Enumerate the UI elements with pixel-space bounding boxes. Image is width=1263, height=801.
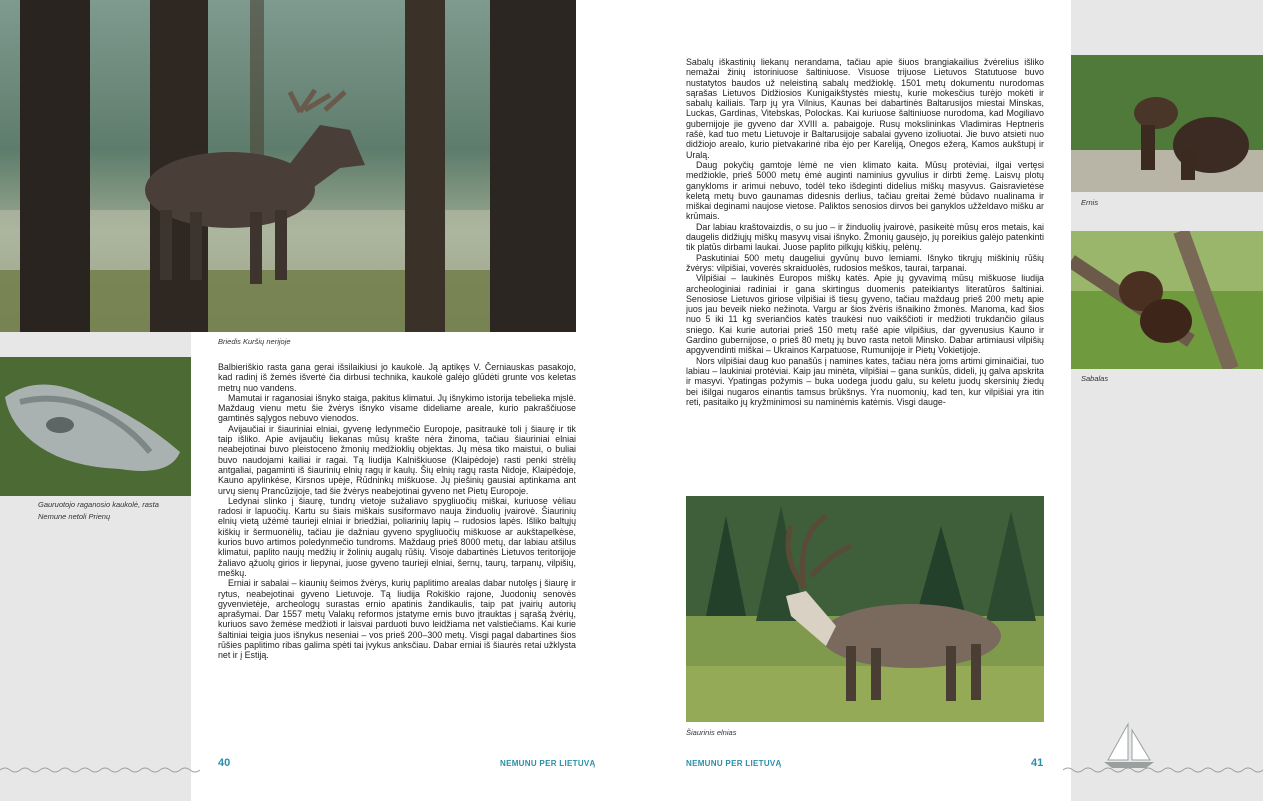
left-page-text <box>218 362 576 747</box>
moose-photo <box>0 0 576 332</box>
left-wave-ornament <box>0 766 200 774</box>
left-paragraph: Balbieriškio rasta gana gerai išsilaikiusi jo kaukolė. Ją aptikęs V. Černiauskas pasakojo, kad radinį iš žemės išvertė čia dirbusi technika, kaukolė galėjo glūdėti grunte vos keletas metrų nuo vandens. <box>218 362 576 393</box>
right-page-text <box>686 57 1044 487</box>
left-paragraph: Avijaučiai ir šiauriniai elniai, gyvenę ledynmečio Europoje, pasitraukė toli į šiaurę ir tik taip išliko. Apie avijaučių liekanas mūsų krašte nėra žinoma, tačiau šiauriniai elniai neabejotinai buvo pleistoceno žmonių medžioklių objektas. Jų mėsa tiko maistui, o buliai buvo naudojami kailiai ir ragai. Tą liudija Kalniškiuose (Klaipėdoje) rasti penki strėlių antgaliai, pagaminti iš šiaurinių elnių ragų ir kaulų. Šių elnių ragų rasta Nidoje, Klaipėdoje, Kauno apylinkėse, Kirsnos upėje, Rūdninkų miškuose. Jų piešinių gausiai aptinkama ant urvų sienų Prancūzijoje, tad šie žvėrys neabejotinai gyveno net Pietų Europoje. <box>218 423 576 496</box>
wolverine-caption: Ernis <box>1081 198 1099 207</box>
sable-caption: Sabalas <box>1081 374 1109 383</box>
left-running-title: NEMUNU PER LIETUVĄ <box>500 759 596 768</box>
left-paragraph: Ledynai slinko į šiaurę, tundrų vietoje sužaliavo spygliuočių miškai, kuriuose vėliau radosi ir lapuočių. Kartu su šiais miškais susiformavo nauja žinduolių įvairovė. Šiaurinių elnių vietą užėmė taurieji elniai ir briedžiai, poliarinių lapių – rudosios lapės. Išliko baltųjų kiškių ir šermuonėlių, tačiau jie dažniau gyveno spygliuočių miškuose ar aukštapelkėse, kurios buvo artimos poledynmečio tundroms. Maždaug prieš 8000 metų, dar labiau atšilus klimatui, paplito naujų medžių ir žolinių augalų rūšių. Visoje dabartinės Lietuvos teritorijoje žaliavo ąžuolų girios ir liepynai, juose gyveno taurieji elniai, šernų, taurų, tarpanų, vilpišių, meškų. <box>218 495 576 578</box>
reindeer-caption: Šiaurinis elnias <box>686 728 737 737</box>
reindeer-photo <box>686 496 1044 722</box>
right-running-title: NEMUNU PER LIETUVĄ <box>686 759 782 768</box>
left-paragraph: Mamutai ir raganosiai išnyko staiga, pakitus klimatui. Jų išnykimo istorija tebelieka mįslė. Maždaug vienu metu šie žvėrys išnyko visame dideliame areale, kurio pakraščiuose gamtinės sąlygos nebuvo vienodos. <box>218 392 576 424</box>
sable-photo <box>1071 231 1263 369</box>
skull-caption-line-2: Nemune netoli Prienų <box>38 512 111 521</box>
sailboat-icon <box>1100 722 1158 770</box>
skull-photo <box>0 357 191 496</box>
right-paragraph: Vilpišiai – laukinės Europos miškų katės. Apie jų gyvavimą mūsų miškuose liudija archeologiniai radiniai ir gana skirtingus duomenis pateikiantys literatūros šaltiniai. Senosiose Lietuvos giriose vilpišiai iš tiesų gyveno, tačiau maždaug prieš 200 metų apie juos jau beveik nieko nežinota. Vargu ar šios žvėris išnaikino žmonės. Manoma, kad šios nuo 5 iki 11 kg sveriančios katės traukėsi nuo vaikščioti ir medžioti trukdančio gilaus sniego. Kai kurie autoriai prieš 150 metų rašė apie vilpišius, dar gyvenusius Kauno ir Gardino gubernijose, o prieš 80 metų jų buvo rasta netoli Minsko. Dabar artimiausi vilpišių apgyvendinti miškai – Ukrainos Karpatuose, Rumunijoje ir Pietų Vokietijoje. <box>686 273 1044 356</box>
right-paragraph: Sabalų iškastinių liekanų nerandama, tačiau apie šiuos brangiakailius žvėrelius išliko nemažai žinių istoriniuose šaltiniuose. Visuose trijuose Lietuvos Statutuose buvo nustatytos baudos už neleistiną sabalų medžioklę. 1501 metų dokumentu nurodomas sąrašas Lietuvos Didžiosios Kunigaikštystės miestų, kurie mokesčius turėjo mokėti ir sabalų kailiais. Tarp jų yra Vilnius, Kaunas bei dabartinės Baltarusijos miestai Minskas, Luckas, Gardinas, Vitebskas, Polockas. Kai kuriuose šaltiniuose nurodoma, kad Mogiliavo gubernijoje jie gyveno dar XVIII a. pabaigoje. Rusų mokslininkas Vladimiras Heptneris rašė, kad tuo metu Lietuvoje ir Baltarusijoje sabalai gyveno izoliuotai. Jie buvo atsieti nuo didžiojo arealo, kurio pietvakarinė riba ėjo per Kareliją, Onegos ežerą, Kamos aukštupį ir Uralą. <box>686 57 1044 160</box>
left-paragraph: Erniai ir sabalai – kiaunių šeimos žvėrys, kurių paplitimo arealas dabar nutolęs į šiaurę ir rytus, neabejotinai gyveno Lietuvoje. Tą liudija Rokiškio rajone, Juodonių senovės gyvenvietėje, archeologų surastas ernio apatinis žandikaulis, taip pat įvairių autorių aprašymai. Dar 1557 metų Valakų reformos įstatyme ernis buvo įtrauktas į sąrašą žvėrių, kuriuos savo žemėse medžioti ir laisvai parduoti buvo leidžiama net valstiečiams. Kai kurie šaltiniai teigia juos išnykus neseniai – vos prieš 200–300 metų. Visgi pagal dabartines šios rūšies paplitimo ribas galima spėti tai įvykus anksčiau. Dabar erniai iš šiaurės retai užklysta net ir į Estiją. <box>218 578 576 661</box>
right-wave-ornament <box>1063 766 1263 774</box>
moose-caption: Briedis Kuršių nerijoje <box>218 337 291 346</box>
wolverine-photo <box>1071 55 1263 192</box>
left-page-number: 40 <box>218 757 231 769</box>
right-paragraph: Paskutiniai 500 metų daugeliui gyvūnų buvo lemiami. Išnyko tikrųjų miškinių rūšių žvėrys: vilpišiai, voverės skraiduolės, rudosios meškos, taurai, tarpanai. <box>686 252 1044 273</box>
right-paragraph: Daug pokyčių gamtoje lėmė ne vien klimato kaita. Mūsų protėviai, ilgai vertęsi medžiokle, prieš 5000 metų ėmė auginti naminius gyvulius ir dirbti žemę. Laisvų plotų ganykloms ir arimui nebuvo, todėl teko išdeginti didelius miškų masyvus. Gaisravietėse keletą metų buvo gaunamas didesnis derlius, tačiau greitai žemė būdavo nualinama ir miškai deginami naujose vietose. Paliktos senosios dirvos bei ganyklos užželdavo mišku ar krūmais. <box>686 159 1044 222</box>
right-paragraph: Dar labiau kraštovaizdis, o su juo – ir žinduolių įvairovė, pasikeitė mūsų eros metais, kai daugelis didžiųjų miškų masyvų visai išnyko. Žmonių gausėjo, jų poreikius galėjo patenkinti tik platūs dirbami laukai. Juose paplito pilkųjų kiškių, pelėnų. <box>686 221 1044 253</box>
right-page-number: 41 <box>1031 757 1044 769</box>
right-paragraph: Nors vilpišiai daug kuo panašūs į namines kates, tačiau nėra joms artimi giminaičiai, tuo labiau – laukiniai protėviai. Kaip jau minėta, vilpišiai – gana sunkūs, dideli, jų galva apskrita ir masyvi. Ypatingas požymis – buka uodega juodu galu, su keletu juodų skersinių žiedų bei išilgai nugaros einantis tamsus brūkšnys. Yra nuomonių, kad ten, kur vilpišiai yra itin reti, pasitaiko jų kryžminimosi su naminėmis katėmis. Visgi dauge- <box>686 355 1044 407</box>
skull-caption-line-1: Gauruotojo raganosio kaukolė, rasta <box>38 500 159 509</box>
